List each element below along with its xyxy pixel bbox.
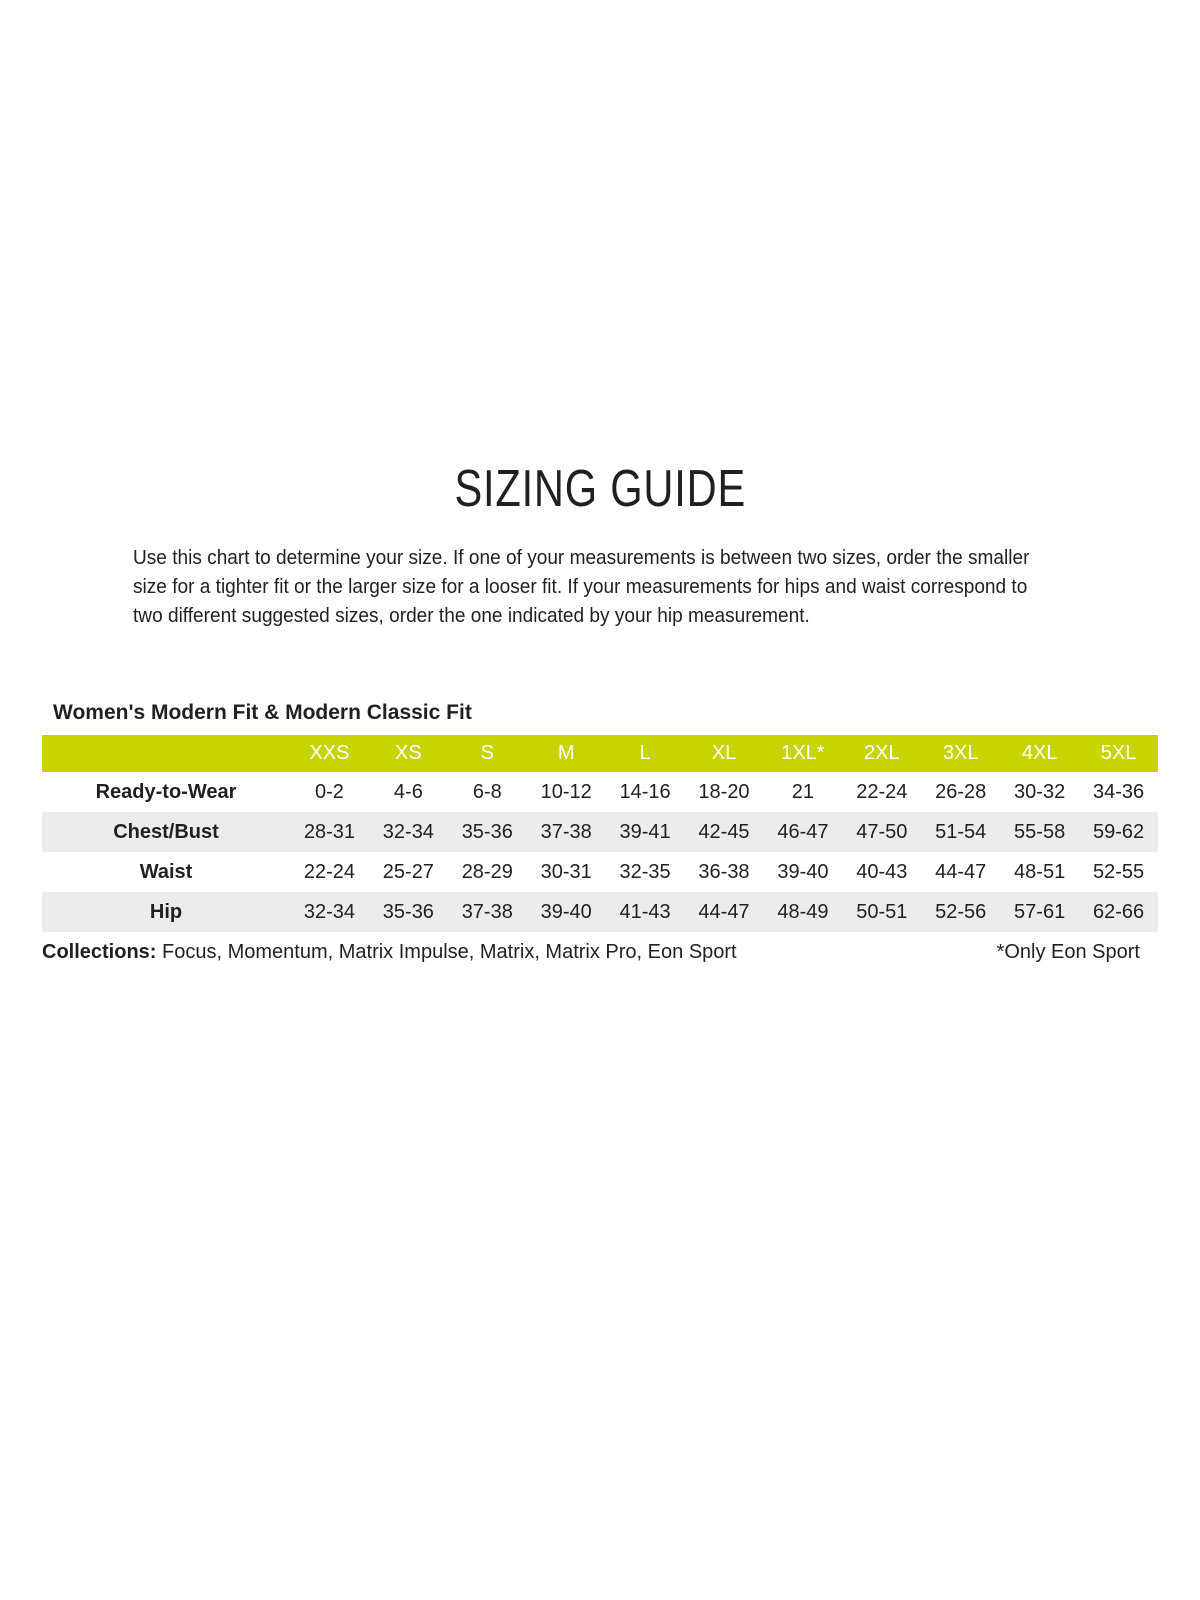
size-cell: 0-2 [315, 780, 344, 803]
intro-line-1: Use this chart to determine your size. If one of your measurements is between two sizes, order the smaller [133, 546, 1030, 569]
size-cell: 50-51 [842, 892, 921, 932]
footer-row [42, 939, 1158, 965]
page-title [0, 461, 1200, 517]
row-label: Hip [42, 892, 290, 932]
collections-label: Collections: [42, 941, 157, 963]
size-cell: 48-51 [1014, 860, 1066, 883]
size-cell: 32-34 [290, 892, 369, 932]
size-cell: 36-38 [698, 860, 750, 883]
size-cell: 22-24 [303, 860, 356, 883]
header-cell-4xl: 4XL [1000, 735, 1079, 772]
intro-line-3: two different suggested sizes, order the one indicated by your hip measurement. [133, 604, 810, 627]
row-label: Waist [139, 860, 193, 883]
header-cell-1xl: 1XL* [763, 735, 842, 772]
header-cell-xl: XL [685, 735, 764, 772]
size-cell: 42-45 [685, 812, 764, 852]
header-cell-3xl: 3XL [921, 735, 1000, 772]
header-cell-5xl: 5XL [1079, 735, 1158, 772]
size-cell: 59-62 [1079, 812, 1158, 852]
size-cell: 37-38 [448, 892, 527, 932]
size-cell: 14-16 [619, 780, 671, 803]
collections-list: Focus, Momentum, Matrix Impulse, Matrix, Matrix Pro, Eon Sport [162, 941, 737, 963]
section-title: Women's Modern Fit & Modern Classic Fit [53, 701, 472, 724]
size-cell: 28-29 [461, 860, 513, 883]
header-corner-cell [42, 735, 290, 772]
size-cell: 57-61 [1000, 892, 1079, 932]
collections-line [42, 939, 737, 965]
size-cell: 37-38 [527, 812, 606, 852]
size-cell: 40-43 [856, 860, 908, 883]
size-cell: 35-36 [369, 892, 448, 932]
size-cell: 48-49 [763, 892, 842, 932]
size-cell: 51-54 [921, 812, 1000, 852]
size-cell: 32-34 [369, 812, 448, 852]
size-cell: 55-58 [1000, 812, 1079, 852]
size-cell: 35-36 [448, 812, 527, 852]
size-cell: 44-47 [935, 860, 987, 883]
size-cell: 30-32 [1014, 780, 1066, 803]
size-cell: 41-43 [606, 892, 685, 932]
intro-paragraph [133, 543, 1125, 630]
header-cell-s: S [448, 735, 527, 772]
size-cell: 26-28 [935, 780, 987, 803]
page-title-text: SIZING GUIDE [454, 460, 746, 518]
size-cell: 30-31 [540, 860, 592, 883]
header-cell-l: L [606, 735, 685, 772]
size-cell: 18-20 [698, 780, 750, 803]
size-cell: 21 [791, 780, 815, 803]
size-chart-table [42, 735, 1158, 932]
size-cell: 39-40 [527, 892, 606, 932]
row-label: Chest/Bust [42, 812, 290, 852]
size-cell: 4-6 [393, 780, 423, 803]
size-cell: 46-47 [763, 812, 842, 852]
size-cell: 6-8 [472, 780, 502, 803]
size-cell: 32-35 [619, 860, 671, 883]
size-cell: 25-27 [382, 860, 434, 883]
size-cell: 47-50 [842, 812, 921, 852]
header-cell-xxs: XXS [290, 735, 369, 772]
size-cell: 44-47 [685, 892, 764, 932]
size-cell: 52-55 [1092, 860, 1145, 883]
header-cell-m: M [527, 735, 606, 772]
row-label: Ready-to-Wear [95, 780, 237, 803]
intro-line-2: size for a tighter fit or the larger size for a looser fit. If your measurements for hips and waist correspond to [133, 575, 1028, 598]
size-cell: 10-12 [540, 780, 592, 803]
header-cell-2xl: 2XL [842, 735, 921, 772]
size-cell: 34-36 [1092, 780, 1145, 803]
size-cell: 22-24 [856, 780, 908, 803]
header-cell-xs: XS [369, 735, 448, 772]
size-cell: 52-56 [921, 892, 1000, 932]
size-cell: 62-66 [1079, 892, 1158, 932]
footnote: *Only Eon Sport [996, 941, 1140, 963]
size-cell: 39-41 [606, 812, 685, 852]
size-cell: 39-40 [777, 860, 829, 883]
size-cell: 28-31 [290, 812, 369, 852]
